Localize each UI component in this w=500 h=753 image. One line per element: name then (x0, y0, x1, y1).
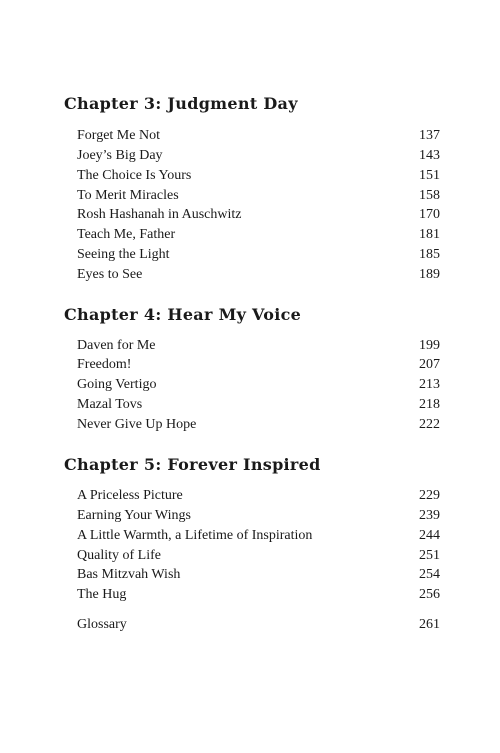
toc-entry[interactable] (77, 565, 440, 585)
toc-entry[interactable] (77, 585, 440, 605)
entry-page: 251 (419, 548, 440, 563)
chapter-heading: Chapter 5: Forever Inspired (64, 455, 321, 474)
toc-entry[interactable] (77, 415, 440, 435)
toc-entry[interactable] (77, 166, 440, 186)
toc-entry[interactable] (77, 126, 440, 146)
entry-title: Quality of Life (77, 548, 161, 563)
toc-entry[interactable] (77, 546, 440, 566)
toc-entry[interactable] (77, 265, 440, 285)
toc-entry[interactable] (77, 506, 440, 526)
toc-entry[interactable] (77, 355, 440, 375)
toc-entry[interactable] (77, 205, 440, 225)
toc-entry[interactable] (77, 225, 440, 245)
entry-page: 189 (419, 267, 440, 282)
entry-title: Teach Me, Father (77, 227, 176, 242)
toc-entry[interactable] (77, 336, 440, 356)
entry-title: Seeing the Light (77, 247, 170, 262)
toc-entry[interactable] (77, 486, 440, 506)
entry-title: The Choice Is Yours (77, 168, 192, 183)
entry-page: 213 (419, 377, 440, 392)
entry-page: 256 (419, 587, 440, 602)
entry-title: Rosh Hashanah in Auschwitz (77, 207, 242, 222)
entry-page: 158 (419, 188, 440, 203)
entry-page: 199 (419, 338, 440, 353)
entry-page: 239 (419, 508, 440, 523)
entry-page: 261 (419, 617, 440, 632)
entry-page: 207 (419, 357, 440, 372)
toc-entry[interactable] (77, 526, 440, 546)
entry-page: 137 (419, 128, 440, 143)
entry-title: Going Vertigo (77, 377, 157, 392)
entry-page: 244 (419, 528, 440, 543)
toc-entry-glossary[interactable] (77, 615, 440, 635)
entry-page: 151 (419, 168, 440, 183)
entry-title: To Merit Miracles (77, 188, 179, 203)
entry-title: A Priceless Picture (77, 488, 183, 503)
entry-title: The Hug (77, 587, 127, 602)
entry-page: 222 (419, 417, 440, 432)
entry-title: Forget Me Not (77, 128, 160, 143)
toc-entry[interactable] (77, 245, 440, 265)
entry-title: Bas Mitzvah Wish (77, 567, 181, 582)
chapter-heading: Chapter 3: Judgment Day (64, 94, 298, 113)
entry-title: Glossary (77, 617, 127, 632)
entry-title: Eyes to See (77, 267, 143, 282)
entry-page: 143 (419, 148, 440, 163)
entry-page: 254 (419, 567, 440, 582)
entry-title: Daven for Me (77, 338, 156, 353)
toc-entry[interactable] (77, 395, 440, 415)
entry-title: Joey’s Big Day (77, 148, 163, 163)
entry-page: 218 (419, 397, 440, 412)
entry-page: 170 (419, 207, 440, 222)
toc-entry[interactable] (77, 375, 440, 395)
chapter-heading: Chapter 4: Hear My Voice (64, 305, 302, 324)
entry-title: Never Give Up Hope (77, 417, 197, 432)
entry-page: 181 (419, 227, 440, 242)
entry-page: 185 (419, 247, 440, 262)
entry-page: 229 (419, 488, 440, 503)
entry-title: Mazal Tovs (77, 397, 143, 412)
toc-entry[interactable] (77, 146, 440, 166)
entry-title: Freedom! (77, 357, 132, 372)
entry-title: Earning Your Wings (77, 508, 191, 523)
entry-title: A Little Warmth, a Lifetime of Inspiration (77, 528, 313, 543)
toc-entry[interactable] (77, 186, 440, 206)
